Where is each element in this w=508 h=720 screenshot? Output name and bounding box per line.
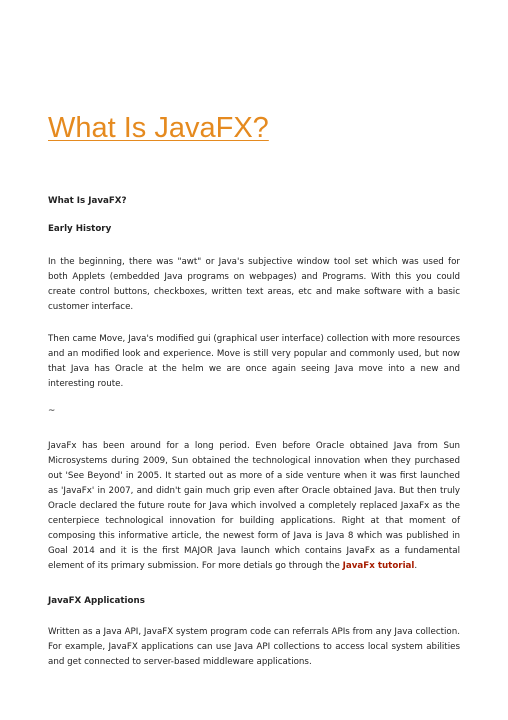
early-history-heading: Early History: [48, 224, 112, 234]
paragraph-early-history-1: In the beginning, there was "awt" or Java's subjective window tool set which was used for both Applets (embedded Java programs on webpages) and Programs. With this you could create control buttons, checkboxes, written text areas, etc and make software with a basic customer interface.: [48, 257, 460, 312]
intro-heading: What Is JavaFX?: [48, 196, 127, 206]
paragraph-javafx-applications: Written as a Java API, JavaFX system program code can referrals APIs from any Java collection. For example, JavaFX applications can use Java API collections to access local system abilities and get connected to server-based middleware applications.: [48, 627, 460, 667]
paragraph-javafx-history-text: JavaFx has been around for a long period. Even before Oracle obtained Java from Sun Microsystems during 2009, Sun obtained the technological innovation when they purchased out 'See Beyond' in 2005. It started out as more of a side venture when it was first launched as 'JavaFx' in 2007, and didn't gain much grip even after Oracle obtained Java. But then truly Oracle declared the future route for Java which involved a completely replaced JaxaFx as the centerpiece technological innovation for building applications. Right at that moment of composing this informative article, the newest form of Java is Java 8 which was published in Goal 2014 and it is the first MAJOR Java launch which contains JavaFx as a fundamental element of its primary submission. For more detials go through the: [48, 441, 460, 571]
document-title-link[interactable]: What Is JavaFX?: [48, 112, 269, 144]
paragraph-javafx-history-end: .: [414, 561, 418, 571]
section-separator: ~: [48, 406, 56, 416]
paragraph-early-history-2: Then came Move, Java's modified gui (graphical user interface) collection with more resources and an modified look and experience. Move is still very popular and commonly used, but now that Java has Oracle at the helm we are once again seeing Java move into a new and interesting route.: [48, 334, 460, 389]
javafx-tutorial-link[interactable]: JavaFx tutorial: [342, 561, 415, 571]
javafx-applications-heading: JavaFX Applications: [48, 596, 145, 606]
paragraph-javafx-history: [48, 439, 460, 574]
